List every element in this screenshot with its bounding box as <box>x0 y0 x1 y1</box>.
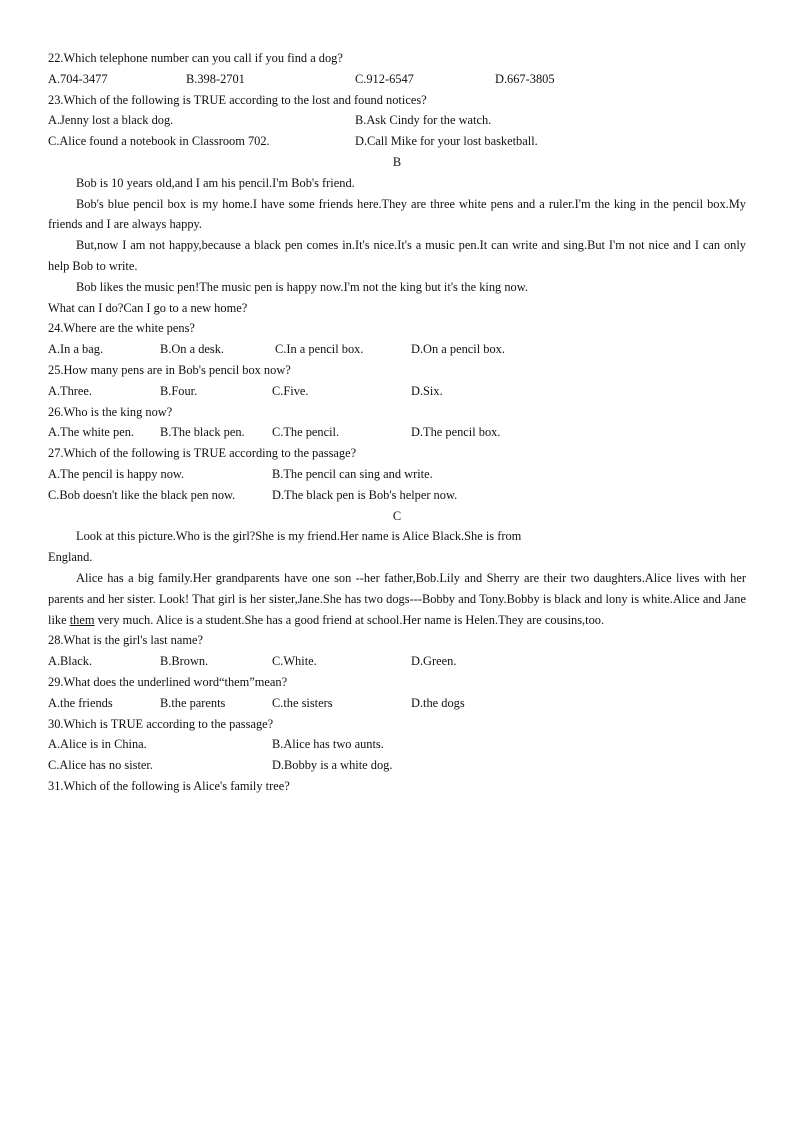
q22-options <box>48 69 746 90</box>
q27-option-d: D.The black pen is Bob's helper now. <box>272 487 458 502</box>
section-c-paragraph-1-line-1: Look at this picture.Who is the girl?She is my friend.Her name is Alice Black.She is from <box>76 529 522 544</box>
q23-option-a: A.Jenny lost a black dog. <box>48 113 174 128</box>
q29-option-b: B.the parents <box>160 695 226 710</box>
q28-option-d: D.Green. <box>411 654 457 669</box>
question-24: 24.Where are the white pens? <box>48 321 195 336</box>
section-b-closing: What can I do?Can I go to a new home? <box>48 300 248 315</box>
q24-options <box>48 339 746 360</box>
question-31: 31.Which of the following is Alice's family tree? <box>48 778 290 793</box>
q26-option-d: D.The pencil box. <box>411 425 501 440</box>
q25-option-c: C.Five. <box>272 383 309 398</box>
question-23: 23.Which of the following is TRUE according to the lost and found notices? <box>48 92 427 107</box>
q28-options <box>48 651 746 672</box>
q24-option-d: D.On a pencil box. <box>411 342 505 357</box>
q27-option-b: B.The pencil can sing and write. <box>272 466 433 481</box>
q29-option-d: D.the dogs <box>411 695 465 710</box>
section-b-heading: B <box>392 154 402 169</box>
q28-option-b: B.Brown. <box>160 654 209 669</box>
q26-option-c: C.The pencil. <box>272 425 340 440</box>
q25-option-d: D.Six. <box>411 383 443 398</box>
q27-option-c: C.Bob doesn't like the black pen now. <box>48 487 236 502</box>
q24-option-b: B.On a desk. <box>160 342 225 357</box>
section-c-heading: C <box>392 508 402 523</box>
section-c-paragraph-1-line-2: England. <box>48 550 93 565</box>
q23-options-row2 <box>48 131 746 152</box>
q30-option-d: D.Bobby is a white dog. <box>272 758 393 773</box>
q27-option-a: A.The pencil is happy now. <box>48 466 185 481</box>
q30-option-a: A.Alice is in China. <box>48 737 147 752</box>
q25-option-b: B.Four. <box>160 383 198 398</box>
section-b-paragraph-1: Bob is 10 years old,and I am his pencil.I'm Bob's friend. <box>76 175 355 190</box>
q29-option-c: C.the sisters <box>272 695 333 710</box>
section-b-paragraph-2: Bob's blue pencil box is my home.I have some friends here.They are three white pens and a ruler.I'm the king in the pencil box.My friends and I are always happy. <box>48 196 746 232</box>
q27-options-row2 <box>48 485 746 506</box>
question-29: 29.What does the underlined word“them”mean? <box>48 674 288 689</box>
q30-options-row2 <box>48 755 746 776</box>
q30-option-b: B.Alice has two aunts. <box>272 737 384 752</box>
q23-options-row1 <box>48 110 746 131</box>
question-28: 28.What is the girl's last name? <box>48 633 204 648</box>
question-22: 22.Which telephone number can you call if you find a dog? <box>48 51 343 65</box>
q30-option-c: C.Alice has no sister. <box>48 758 153 773</box>
q28-option-c: C.White. <box>272 654 317 669</box>
underlined-word-them: them <box>69 612 95 627</box>
question-30: 30.Which is TRUE according to the passage? <box>48 716 274 731</box>
q26-options <box>48 422 746 443</box>
q25-options <box>48 381 746 402</box>
q30-options-row1 <box>48 734 746 755</box>
section-c-text-before: Alice has a big family.Her grandparents have one son --her father,Bob.Lily and Sherry are their two daughters.Alice lives with her parents and her sister. Look! That girl is her sister,Jane.She has two dogs---Bobby and Tony.Bobby is black and lony is white.Alice and Jane like <box>48 570 746 627</box>
exam-page <box>48 48 746 797</box>
q22-option-c: C.912-6547 <box>355 71 414 86</box>
section-c-paragraph-2 <box>48 568 746 630</box>
q29-option-a: A.the friends <box>48 695 113 710</box>
q22-option-a: A.704-3477 <box>48 71 108 86</box>
q23-option-c: C.Alice found a notebook in Classroom 702. <box>48 134 270 149</box>
q29-options <box>48 693 746 714</box>
q26-option-b: B.The black pen. <box>160 425 245 440</box>
section-c-text-after: very much. Alice is a student.She has a good friend at school.Her name is Helen.They are cousins,too. <box>94 612 605 627</box>
q24-option-c: C.In a pencil box. <box>275 342 364 357</box>
question-26: 26.Who is the king now? <box>48 404 173 419</box>
q23-option-d: D.Call Mike for your lost basketball. <box>355 134 538 149</box>
q27-options-row1 <box>48 464 746 485</box>
section-b-paragraph-3: But,now I am not happy,because a black pen comes in.It's nice.It's a music pen.It can write and sing.But I'm not nice and I can only help Bob to write. <box>48 238 746 273</box>
q23-option-b: B.Ask Cindy for the watch. <box>355 113 492 128</box>
q22-option-d: D.667-3805 <box>495 71 555 86</box>
section-b-paragraph-4: Bob likes the music pen!The music pen is happy now.I'm not the king but it's the king now. <box>76 279 528 294</box>
question-25: 25.How many pens are in Bob's pencil box now? <box>48 362 291 377</box>
q22-option-b: B.398-2701 <box>186 71 245 86</box>
question-27: 27.Which of the following is TRUE according to the passage? <box>48 446 357 461</box>
q28-option-a: A.Black. <box>48 654 93 669</box>
q24-option-a: A.In a bag. <box>48 342 104 357</box>
q25-option-a: A.Three. <box>48 383 93 398</box>
q26-option-a: A.The white pen. <box>48 425 135 440</box>
